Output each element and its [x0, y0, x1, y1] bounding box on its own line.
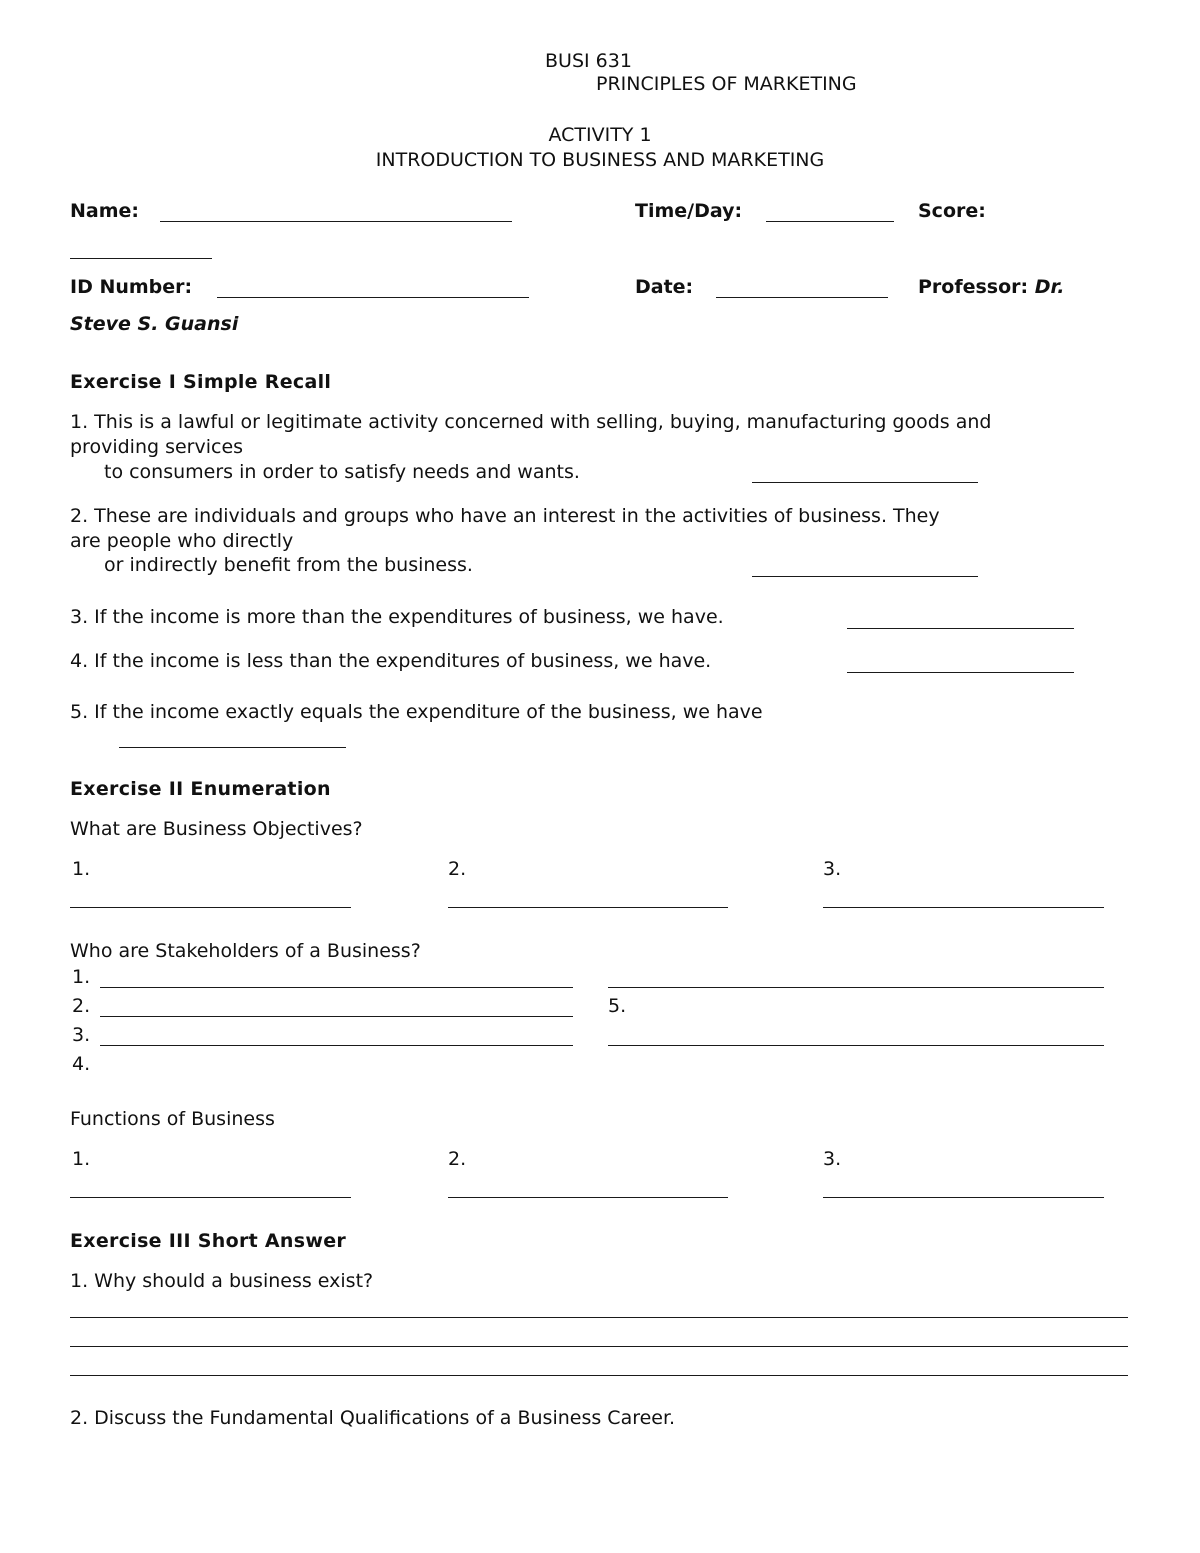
short-answer-line-3[interactable]	[70, 1375, 1128, 1376]
function-num-1: 1.	[72, 1148, 91, 1170]
q2-line1: 2. These are individuals and groups who have an interest in the activities of business. They	[70, 505, 940, 527]
function-num-2: 2.	[448, 1148, 467, 1170]
objective-num-2: 2.	[448, 858, 467, 880]
objectives-question: What are Business Objectives?	[70, 818, 363, 840]
function-field-2[interactable]	[448, 1197, 728, 1198]
q4-answer-field[interactable]	[847, 672, 1074, 673]
course-code: BUSI 631	[545, 50, 632, 72]
short-answer-line-2[interactable]	[70, 1346, 1128, 1347]
q2-answer-field[interactable]	[752, 576, 978, 577]
stakeholder-field-3[interactable]	[100, 1045, 573, 1046]
name-field[interactable]	[160, 221, 512, 222]
q4-text: 4. If the income is less than the expenditures of business, we have.	[70, 650, 712, 672]
short-answer-line-1[interactable]	[70, 1317, 1128, 1318]
stakeholder-num-4: 4.	[72, 1053, 91, 1075]
functions-question: Functions of Business	[70, 1108, 275, 1130]
q3-text: 3. If the income is more than the expenditures of business, we have.	[70, 606, 724, 628]
q3-answer-field[interactable]	[847, 628, 1074, 629]
professor-prefix: Dr.	[1034, 276, 1065, 298]
stakeholders-question: Who are Stakeholders of a Business?	[70, 940, 421, 962]
objective-field-3[interactable]	[823, 907, 1104, 908]
timeday-label: Time/Day:	[635, 200, 743, 222]
q2-line2: are people who directly	[70, 530, 294, 552]
function-field-1[interactable]	[70, 1197, 351, 1198]
stakeholder-field-1[interactable]	[100, 987, 573, 988]
score-field[interactable]	[70, 258, 212, 259]
q5-text: 5. If the income exactly equals the expenditure of the business, we have	[70, 701, 763, 723]
course-title: PRINCIPLES OF MARKETING	[596, 73, 857, 95]
short-answer-q1: 1. Why should a business exist?	[70, 1270, 374, 1292]
id-field[interactable]	[217, 297, 529, 298]
stakeholder-num-1: 1.	[72, 966, 91, 988]
id-label: ID Number:	[70, 276, 193, 298]
objective-field-2[interactable]	[448, 907, 728, 908]
timeday-field[interactable]	[766, 221, 894, 222]
stakeholder-field-right-1[interactable]	[608, 987, 1104, 988]
q1-answer-field[interactable]	[752, 482, 978, 483]
q1-line3: to consumers in order to satisfy needs and wants.	[104, 461, 580, 483]
short-answer-q2: 2. Discuss the Fundamental Qualifications of a Business Career.	[70, 1407, 676, 1429]
function-num-3: 3.	[823, 1148, 842, 1170]
q5-answer-field[interactable]	[119, 747, 346, 748]
q2-line3: or indirectly benefit from the business.	[104, 554, 473, 576]
activity-title: INTRODUCTION TO BUSINESS AND MARKETING	[375, 149, 825, 171]
activity-number: ACTIVITY 1	[548, 124, 652, 146]
professor-name: Steve S. Guansi	[70, 313, 239, 335]
stakeholder-num-3: 3.	[72, 1024, 91, 1046]
stakeholder-field-2[interactable]	[100, 1016, 573, 1017]
exercise2-title: Exercise II Enumeration	[70, 778, 331, 800]
stakeholder-num-2: 2.	[72, 995, 91, 1017]
function-field-3[interactable]	[823, 1197, 1104, 1198]
stakeholder-field-5[interactable]	[608, 1045, 1104, 1046]
objective-num-1: 1.	[72, 858, 91, 880]
exercise3-title: Exercise III Short Answer	[70, 1230, 347, 1252]
exercise1-title: Exercise I Simple Recall	[70, 371, 332, 393]
q1-line2: providing services	[70, 436, 244, 458]
score-label: Score:	[918, 200, 986, 222]
objective-num-3: 3.	[823, 858, 842, 880]
professor-label: Professor: Dr.	[918, 276, 1065, 298]
date-field[interactable]	[716, 297, 888, 298]
name-label: Name:	[70, 200, 140, 222]
q1-line1: 1. This is a lawful or legitimate activity concerned with selling, buying, manufacturing goods and	[70, 411, 992, 433]
stakeholder-num-5: 5.	[608, 995, 627, 1017]
objective-field-1[interactable]	[70, 907, 351, 908]
date-label: Date:	[635, 276, 694, 298]
